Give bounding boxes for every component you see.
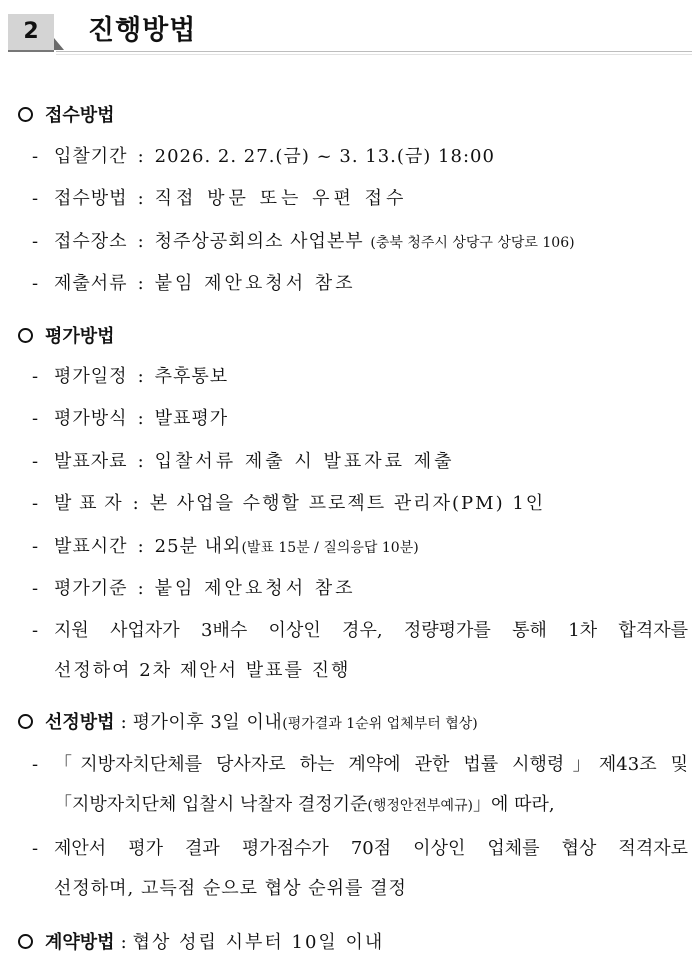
header-divider — [56, 51, 692, 52]
item-value: 25분 내외 — [154, 536, 242, 557]
paragraph-line: 「지방자치단체를 당사자로 하는 계약에 관한 법률 시행령」제43조 및 — [54, 754, 688, 775]
item-value: 2026. 2. 27.(금) ~ 3. 13.(금) 18:00 — [154, 146, 495, 167]
item-value: 붙임 제안요청서 참조 — [154, 273, 356, 294]
list-item: - 평가기준 : 붙임 제안요청서 참조 — [32, 573, 356, 605]
page-title: 진행방법 — [88, 15, 197, 46]
list-item: - 발 표 자 : 본 사업을 수행할 프로젝트 관리자(PM) 1인 — [32, 488, 545, 520]
list-item: - 발표자료 : 입찰서류 제출 시 발표자료 제출 — [32, 446, 455, 478]
paragraph-line: 선정하며, 고득점 순으로 협상 순위를 결정 — [54, 878, 407, 899]
item-label: 평가방식 — [54, 408, 128, 429]
circle-bullet-icon — [18, 107, 33, 122]
item-value: 붙임 제안요청서 참조 — [154, 578, 356, 599]
item-value: 발표평가 — [154, 408, 229, 429]
paragraph-line — [32, 785, 688, 826]
item-label: 발표자료 — [54, 451, 128, 472]
item-note: (충북 청주시 상당구 상당로 106) — [370, 235, 575, 251]
item-label: 제출서류 — [54, 273, 128, 294]
item-label: 접수방법 — [54, 188, 128, 209]
heading-selection: 선정방법 : 평가이후 3일 이내(평가결과 1순위 업체부터 협상) — [18, 708, 478, 738]
item-label: 접수장소 — [54, 231, 128, 252]
circle-bullet-icon — [18, 328, 33, 343]
paragraph-line: 지원 사업자가 3배수 이상인 경우, 정량평가를 통해 1차 합격자를 — [54, 620, 688, 641]
item-label: 평가기준 — [54, 578, 128, 599]
list-item: - 접수장소 : 청주상공회의소 사업본부 (충북 청주시 상당구 상당로 106) — [32, 226, 575, 258]
list-item: - 입찰기간 : 2026. 2. 27.(금) ~ 3. 13.(금) 18:00 — [32, 141, 495, 173]
selection-paragraph-1: - 「지방자치단체를 당사자로 하는 계약에 관한 법률 시행령」제43조 및 「지방자치단체 입찰시 낙찰자 결정기준(행정안전부예규)」에 따라, — [32, 745, 688, 826]
paragraph-segment: 「지방자치단체 입찰시 낙찰자 결정기준 — [54, 794, 368, 815]
item-label: 발 표 자 — [54, 493, 123, 514]
selection-paragraph-2: - 제안서 평가 결과 평가점수가 70점 이상인 업체를 협상 적격자로 선정하며, 고득점 순으로 협상 순위를 결정 — [32, 829, 688, 909]
item-label: 평가일정 — [54, 366, 128, 387]
heading-contract: 계약방법 : 협상 성립 시부터 10일 이내 — [18, 928, 384, 958]
circle-bullet-icon — [18, 934, 33, 949]
item-value: 추후통보 — [154, 366, 229, 387]
item-label: 발표시간 — [54, 536, 128, 557]
heading-reception — [18, 101, 115, 131]
paragraph-note: (행정안전부예규) — [367, 798, 473, 814]
list-item: - 제출서류 : 붙임 제안요청서 참조 — [32, 268, 356, 300]
item-value: 입찰서류 제출 시 발표자료 제출 — [154, 451, 455, 472]
heading-label: 평가방법 — [45, 326, 115, 347]
heading-value: 평가이후 3일 이내 — [132, 712, 283, 733]
evaluation-note-paragraph: - 지원 사업자가 3배수 이상인 경우, 정량평가를 통해 1차 합격자를 선정하여 2차 제안서 발표를 진행 — [32, 611, 688, 691]
heading-note: (평가결과 1순위 업체부터 협상) — [282, 716, 478, 732]
badge-wedge-decoration — [54, 38, 64, 50]
item-note: (발표 15분 / 질의응답 10분) — [241, 540, 419, 556]
paragraph-segment: 」에 따라, — [472, 794, 555, 815]
heading-evaluation — [18, 322, 115, 352]
heading-label: 선정방법 — [45, 712, 115, 733]
paragraph-line: 선정하여 2차 제안서 발표를 진행 — [54, 660, 351, 681]
section-number-badge: 2 — [8, 14, 54, 52]
paragraph-line: 제안서 평가 결과 평가점수가 70점 이상인 업체를 협상 적격자로 — [54, 838, 688, 859]
item-value: 청주상공회의소 사업본부 — [154, 231, 364, 252]
heading-label: 계약방법 — [45, 932, 115, 953]
circle-bullet-icon — [18, 714, 33, 729]
list-item: - 발표시간 : 25분 내외(발표 15분 / 질의응답 10분) — [32, 531, 419, 563]
list-item: - 평가일정 : 추후통보 — [32, 361, 228, 393]
list-item: - 평가방식 : 발표평가 — [32, 403, 228, 435]
heading-value: 협상 성립 시부터 10일 이내 — [132, 932, 385, 953]
list-item: - 접수방법 : 직접 방문 또는 우편 접수 — [32, 183, 407, 215]
item-label: 입찰기간 — [54, 146, 128, 167]
item-value: 직접 방문 또는 우편 접수 — [154, 188, 408, 209]
header-divider-shadow — [56, 54, 692, 55]
section-header — [0, 0, 700, 60]
heading-label: 접수방법 — [45, 105, 115, 126]
item-value: 본 사업을 수행할 프로젝트 관리자(PM) 1인 — [149, 493, 546, 514]
